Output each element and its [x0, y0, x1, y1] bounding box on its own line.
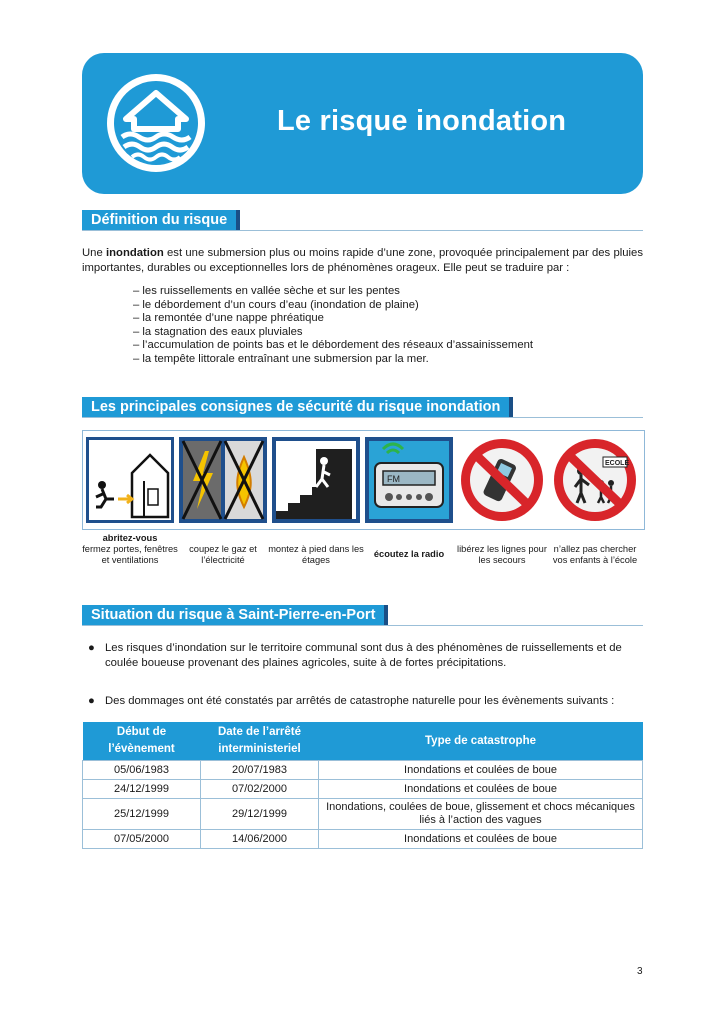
safety-pictograms — [82, 430, 645, 530]
section-divider — [82, 417, 643, 418]
no-phone-icon — [458, 437, 546, 523]
list-item: – la tempête littorale entraînant une submersion par la mer. — [133, 352, 429, 365]
list-item: – la stagnation des eaux pluviales — [133, 325, 303, 338]
title-banner — [82, 53, 643, 194]
page-number: 3 — [637, 966, 643, 977]
svg-text:ECOLE: ECOLE — [605, 460, 630, 467]
list-item: – la remontée d’une nappe phréatique — [133, 312, 324, 325]
catastrophe-table — [82, 722, 643, 849]
situation-text-2: Des dommages ont été constatés par arrêtés de catastrophe naturelle pour les évènements suivants : — [105, 695, 615, 707]
bullet-dot: ● — [88, 695, 95, 707]
caption-no-phone: libérez les lignes pour les secours — [457, 544, 547, 565]
no-school-icon — [551, 437, 639, 523]
section-heading-consignes: Les principales consignes de sécurité du risque inondation — [82, 397, 513, 418]
table-row: 05/06/1983 20/07/1983 Inondations et coulées de boue — [83, 761, 643, 780]
table-row: 25/12/1999 29/12/1999 Inondations, coulées de boue, glissement et chocs mécaniques liés à l’action des vagues — [83, 799, 643, 830]
section-divider — [82, 230, 643, 231]
caption-stairs: montez à pied dans les étages — [268, 544, 364, 565]
definition-list — [133, 285, 533, 367]
page-title: Le risque inondation — [277, 105, 567, 137]
table-header: Type de catastrophe — [319, 722, 643, 761]
caption-no-school: n’allez pas chercher vos enfants à l’école — [552, 544, 638, 565]
section-divider — [82, 625, 643, 626]
flood-house-icon — [104, 71, 208, 175]
situation-text-1: Les risques d’inondation sur le territoire communal sont dus à des phénomènes de ruissellements et de coulée boueuse provenant des plaines agricoles, suite à de fortes précipitations. — [105, 642, 622, 669]
table-header: Date de l’arrêté interministeriel — [201, 722, 319, 761]
table-row: 07/05/2000 14/06/2000 Inondations et coulées de boue — [83, 830, 643, 849]
gas-electricity-icon — [179, 437, 267, 523]
caption-gas-electricity: coupez le gaz et l’électricité — [189, 544, 257, 565]
radio-icon — [365, 437, 453, 523]
shelter-icon — [86, 437, 174, 523]
table-header: Début de l’évènement — [83, 722, 201, 761]
caption-radio: écoutez la radio — [373, 549, 445, 559]
stairs-icon — [272, 437, 360, 523]
caption-shelter: abritez-vous fermez portes, fenêtres et ventilations — [82, 533, 178, 565]
bullet-dot: ● — [88, 642, 95, 654]
section-heading-definition: Définition du risque — [82, 210, 240, 231]
list-item: – les ruissellements en vallée sèche et sur les pentes — [133, 285, 400, 297]
svg-text:FM: FM — [387, 474, 400, 484]
section-heading-situation: Situation du risque à Saint-Pierre-en-Port — [82, 605, 388, 626]
table-row: 24/12/1999 07/02/2000 Inondations et coulées de boue — [83, 780, 643, 799]
definition-intro: Une inondation est une submersion plus ou moins rapide d’une zone, provoquée principalement par des pluies importantes, durables ou exceptionnelles lors de phénomènes orageux. Elle peut se traduire par : — [82, 247, 643, 274]
list-item: – le débordement d’un cours d’eau (inondation de plaine) — [133, 298, 419, 311]
list-item: – l’accumulation de points bas et le débordement des réseaux d’assainissement — [133, 339, 534, 352]
